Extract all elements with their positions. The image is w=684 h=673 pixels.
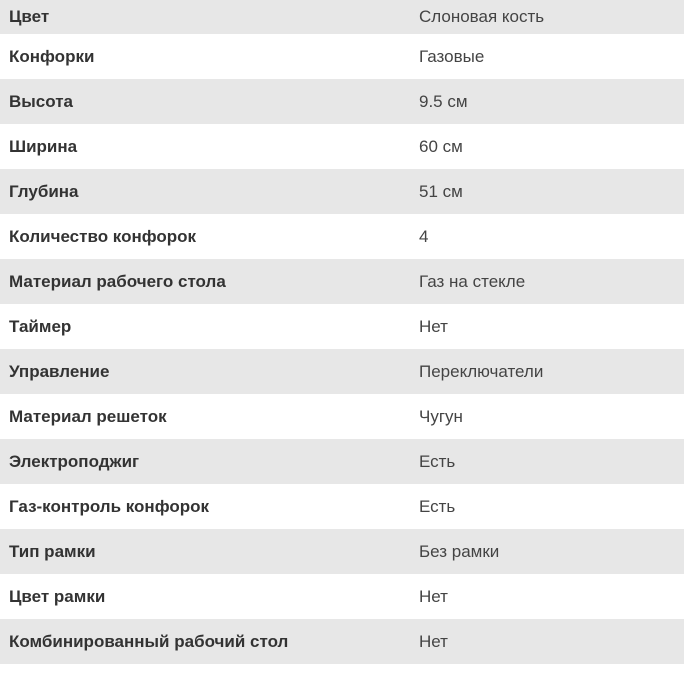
spec-value-burner-count: 4 <box>419 226 429 246</box>
spec-row-grate-material <box>0 394 684 439</box>
spec-value-burners: Газовые <box>419 46 485 66</box>
spec-value-color: Слоновая кость <box>419 7 545 26</box>
spec-name-combined-worktop: Комбинированный рабочий стол <box>9 631 289 651</box>
spec-name-grate-material: Материал решеток <box>9 406 167 426</box>
spec-row-burners <box>0 34 684 79</box>
spec-value-height: 9.5 см <box>419 91 468 111</box>
spec-row-timer <box>0 304 684 349</box>
spec-row-ignition <box>0 439 684 484</box>
spec-value-control: Переключатели <box>419 361 544 381</box>
spec-name-frame-type: Тип рамки <box>9 541 96 561</box>
spec-name-control: Управление <box>9 361 110 381</box>
spec-value-frame-color: Нет <box>419 586 448 606</box>
spec-name-height: Высота <box>9 91 73 111</box>
spec-row-burner-count <box>0 214 684 259</box>
spec-name-frame-color: Цвет рамки <box>9 586 106 606</box>
spec-name-burners: Конфорки <box>9 46 95 66</box>
spec-row-combined-worktop <box>0 619 684 664</box>
spec-value-ignition: Есть <box>419 451 456 471</box>
spec-value-combined-worktop: Нет <box>419 631 448 651</box>
spec-row-width <box>0 124 684 169</box>
spec-name-gas-control: Газ-контроль конфорок <box>9 496 210 516</box>
spec-row-gas-control <box>0 484 684 529</box>
spec-value-depth: 51 см <box>419 181 463 201</box>
spec-value-width: 60 см <box>419 136 463 156</box>
spec-row-worktop-material <box>0 259 684 304</box>
spec-value-gas-control: Есть <box>419 496 456 516</box>
spec-name-width: Ширина <box>9 136 78 156</box>
spec-name-worktop-material: Материал рабочего стола <box>9 271 226 291</box>
spec-name-color: Цвет <box>9 7 50 26</box>
spec-row-control <box>0 349 684 394</box>
spec-row-depth <box>0 169 684 214</box>
spec-name-depth: Глубина <box>9 181 79 201</box>
spec-row-frame-color <box>0 574 684 619</box>
spec-value-timer: Нет <box>419 316 448 336</box>
spec-name-burner-count: Количество конфорок <box>9 226 197 246</box>
spec-name-ignition: Электроподжиг <box>9 451 140 471</box>
spec-value-worktop-material: Газ на стекле <box>419 271 526 291</box>
spec-value-grate-material: Чугун <box>419 406 463 426</box>
spec-value-frame-type: Без рамки <box>419 541 500 561</box>
spec-row-color <box>0 0 684 34</box>
spec-row-height <box>0 79 684 124</box>
spec-row-frame-type <box>0 529 684 574</box>
spec-name-timer: Таймер <box>9 316 72 336</box>
